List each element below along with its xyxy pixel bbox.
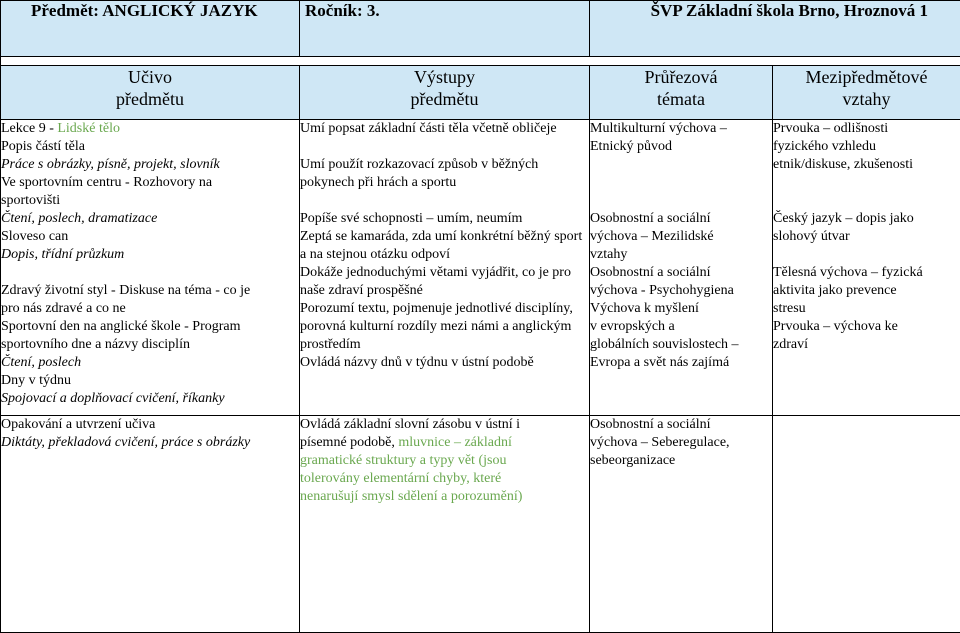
- vystupy-cell: Ovládá základní slovní zásobu v ústní i písemné podobě, mluvnice – základní gramatické struktury a typy vět (jsou tolerovány elementární chyby, které nenarušují smysl sdělení a porozumění): [300, 416, 590, 633]
- vztahy-cell: Prvouka – odlišnosti fyzického vzhledu etnik/diskuse, zkušenosti Český jazyk – dopis jako slohový útvar Tělesná výchova – fyzická aktivita jako prevence stresu Prvouka – výchova ke zdraví: [773, 120, 960, 416]
- ucivo-cell: Opakování a utvrzení učiva Diktáty, překladová cvičení, práce s obrázky: [1, 416, 300, 633]
- temata-cell: Osobnostní a sociální výchova – Seberegulace, sebeorganizace: [590, 416, 773, 633]
- header-spacer: [1, 57, 960, 66]
- lesson-title: Lekce 9 - Lidské tělo: [1, 120, 299, 138]
- temata-cell: Multikulturní výchova – Etnický původ Osobnostní a sociální výchova – Mezilidské vztahy Osobnostní a sociální výchova - Psychohygiena Výchova k myšlení v evropských a globálních souvislostech – Evropa a svět nás zajímá: [590, 120, 773, 416]
- column-header-ucivo: Učivo předmětu: [1, 66, 300, 120]
- ucivo-cell: Lekce 9 - Lidské tělo Popis částí těla Práce s obrázky, písně, projekt, slovník Ve sportovním centru - Rozhovory na sportovišti Čtení, poslech, dramatizace Sloveso can Dopis, třídní průzkum Zdravý životní styl - Diskuse na téma - co je pro nás zdravé a co ne Sportovní den na anglické škole - Program sportovního dne a názvy disciplín Čtení, poslech Dny v týdnu Spojovací a doplňovací cvičení, říkanky: [1, 120, 300, 416]
- svp-title: ŠVP Základní škola Brno, Hroznová 1: [590, 1, 960, 57]
- column-header-row: [1, 66, 960, 120]
- vystupy-cell: Umí popsat základní části těla včetně obličeje Umí použít rozkazovací způsob v běžných pokynech při hrách a sportu Popíše své schopnosti – umím, neumím Zeptá se kamaráda, zda umí konkrétní běžný sport a na stejnou otázku odpoví Dokáže jednoduchými větami vyjádřit, co je pro naše zdraví prospěšné Porozumí textu, pojmenuje jednotlivé disciplíny, porovná kulturní rozdíly mezi námi a anglickým prostředím Ovládá názvy dnů v týdnu v ústní podobě: [300, 120, 590, 416]
- column-header-vystupy: Výstupy předmětu: [300, 66, 590, 120]
- table-row: [1, 120, 960, 416]
- column-header-temata: Průřezová témata: [590, 66, 773, 120]
- table-row: [1, 416, 960, 633]
- vztahy-cell: [773, 416, 960, 633]
- document-header-row: [1, 1, 960, 57]
- grade-label: Ročník: 3.: [300, 1, 590, 57]
- column-header-vztahy: Mezipředmětové vztahy: [773, 66, 960, 120]
- subject-title: Předmět: ANGLICKÝ JAZYK: [1, 1, 300, 57]
